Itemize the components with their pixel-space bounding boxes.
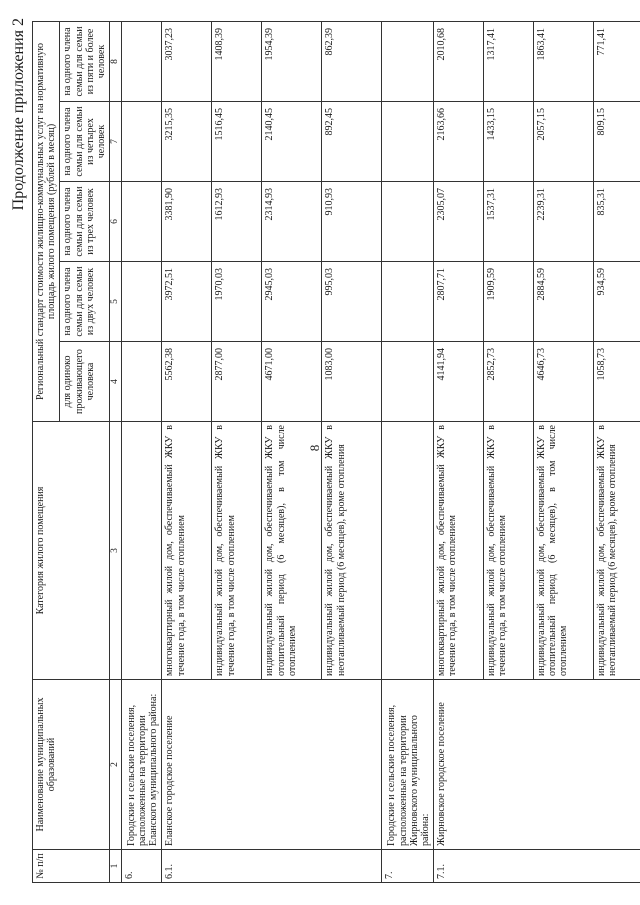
- value-cell: 4646,73: [534, 342, 594, 422]
- value-cell: 2140,45: [262, 102, 322, 182]
- value-cell: 1083,00: [322, 342, 382, 422]
- value-cell: 2314,93: [262, 182, 322, 262]
- header-col-three: на одного члена семьи для семьи из трех человек: [60, 182, 110, 262]
- value-cell: 771,41: [594, 21, 640, 101]
- category-cell: многоквартирный жилой дом, обеспечиваемый ЖКУ в течение года, в том числе отоплением: [162, 422, 212, 680]
- value-cell: 3037,23: [162, 21, 212, 101]
- value-cell: 1537,31: [484, 182, 534, 262]
- subsection-name: Жирновское городское поселение: [434, 680, 640, 850]
- category-cell: индивидуальный жилой дом, обеспечиваемый ЖКУ в неотапливаемый период (6 месяцев), кроме отопления: [594, 422, 640, 680]
- value-cell: 1970,03: [212, 262, 262, 342]
- section-num: 6.: [121, 850, 162, 883]
- table-row: [162, 21, 212, 882]
- value-cell: 1612,93: [212, 182, 262, 262]
- value-cell: 2852,73: [484, 342, 534, 422]
- category-cell: индивидуальный жилой дом, обеспечиваемый ЖКУ в отопительный период (6 месяцев), в том числе отоплением: [534, 422, 594, 680]
- value-cell: 1408,39: [212, 21, 262, 101]
- value-cell: 2884,59: [534, 262, 594, 342]
- value-cell: 2877,00: [212, 342, 262, 422]
- value-cell: 2945,03: [262, 262, 322, 342]
- value-cell: 1516,45: [212, 102, 262, 182]
- value-cell: 3972,51: [162, 262, 212, 342]
- value-cell: 2163,66: [434, 102, 484, 182]
- value-cell: 1863,41: [534, 21, 594, 101]
- value-cell: 2057,15: [534, 102, 594, 182]
- value-cell: 862,39: [322, 21, 382, 101]
- category-cell: индивидуальный жилой дом, обеспечиваемый ЖКУ в течение года, в том числе отоплением: [484, 422, 534, 680]
- header-municipality: Наименование муниципальных образований: [33, 680, 110, 850]
- value-cell: 1909,59: [484, 262, 534, 342]
- value-cell: 1433,15: [484, 102, 534, 182]
- category-cell: индивидуальный жилой дом, обеспечиваемый ЖКУ в течение года, в том числе отоплением: [212, 422, 262, 680]
- appendix-title: Продолжение приложения 2: [10, 18, 27, 211]
- section-num: 7.: [382, 850, 434, 883]
- index-cell: 7: [110, 102, 122, 182]
- value-cell: 1058,73: [594, 342, 640, 422]
- value-cell: 809,15: [594, 102, 640, 182]
- index-cell: 4: [110, 342, 122, 422]
- section-name: Городские и сельские поселения, расположенные на территории Жирновского муниципального района:: [382, 680, 434, 850]
- page-number: 8: [307, 444, 322, 452]
- value-cell: 910,93: [322, 182, 382, 262]
- index-cell: 6: [110, 182, 122, 262]
- header-category: Категория жилого помещения: [33, 422, 110, 680]
- header-col-five: на одного члена семьи для семьи из пяти и более человек: [60, 21, 110, 101]
- index-cell: 1: [110, 850, 122, 883]
- value-cell: 2010,68: [434, 21, 484, 101]
- header-standard: Региональный стандарт стоимости жилищно-коммунальных услуг на нормативную площадь жилого помещения (рублей в месяц): [33, 21, 60, 421]
- tariff-table: [32, 21, 640, 883]
- section-name: Городские и сельские поселения, расположенные на территории Еланского муниципального района:: [121, 680, 162, 850]
- section-row: [382, 21, 434, 882]
- index-cell: 8: [110, 21, 122, 101]
- value-cell: 4141,94: [434, 342, 484, 422]
- section-row: [121, 21, 162, 882]
- value-cell: 1317,41: [484, 21, 534, 101]
- value-cell: 995,03: [322, 262, 382, 342]
- header-col-four: на одного члена семьи для семьи из четырех человек: [60, 102, 110, 182]
- subsection-name: Еланское городское поселение: [162, 680, 382, 850]
- value-cell: 5562,38: [162, 342, 212, 422]
- table-row: [434, 21, 484, 882]
- value-cell: 934,59: [594, 262, 640, 342]
- value-cell: 835,31: [594, 182, 640, 262]
- category-cell: индивидуальный жилой дом, обеспечиваемый ЖКУ в отопительный период (6 месяцев), в том числе отоплением: [262, 422, 322, 680]
- value-cell: 2305,07: [434, 182, 484, 262]
- value-cell: 1954,39: [262, 21, 322, 101]
- value-cell: 3215,35: [162, 102, 212, 182]
- value-cell: 2239,31: [534, 182, 594, 262]
- header-col-two: на одного члена семьи для семьи из двух человек: [60, 262, 110, 342]
- header-num: № п/п: [33, 850, 110, 883]
- value-cell: 892,45: [322, 102, 382, 182]
- value-cell: 3381,90: [162, 182, 212, 262]
- index-cell: 5: [110, 262, 122, 342]
- category-cell: индивидуальный жилой дом, обеспечиваемый ЖКУ в неотапливаемый период (6 месяцев), кроме отопления: [322, 422, 382, 680]
- index-cell: 3: [110, 422, 122, 680]
- value-cell: 4671,00: [262, 342, 322, 422]
- subsection-num: 7.1.: [434, 850, 640, 883]
- value-cell: 2807,71: [434, 262, 484, 342]
- header-col-single: для одиноко проживающего человека: [60, 342, 110, 422]
- category-cell: многоквартирный жилой дом, обеспечиваемый ЖКУ в течение года, в том числе отоплением: [434, 422, 484, 680]
- index-cell: 2: [110, 680, 122, 850]
- subsection-num: 6.1.: [162, 850, 382, 883]
